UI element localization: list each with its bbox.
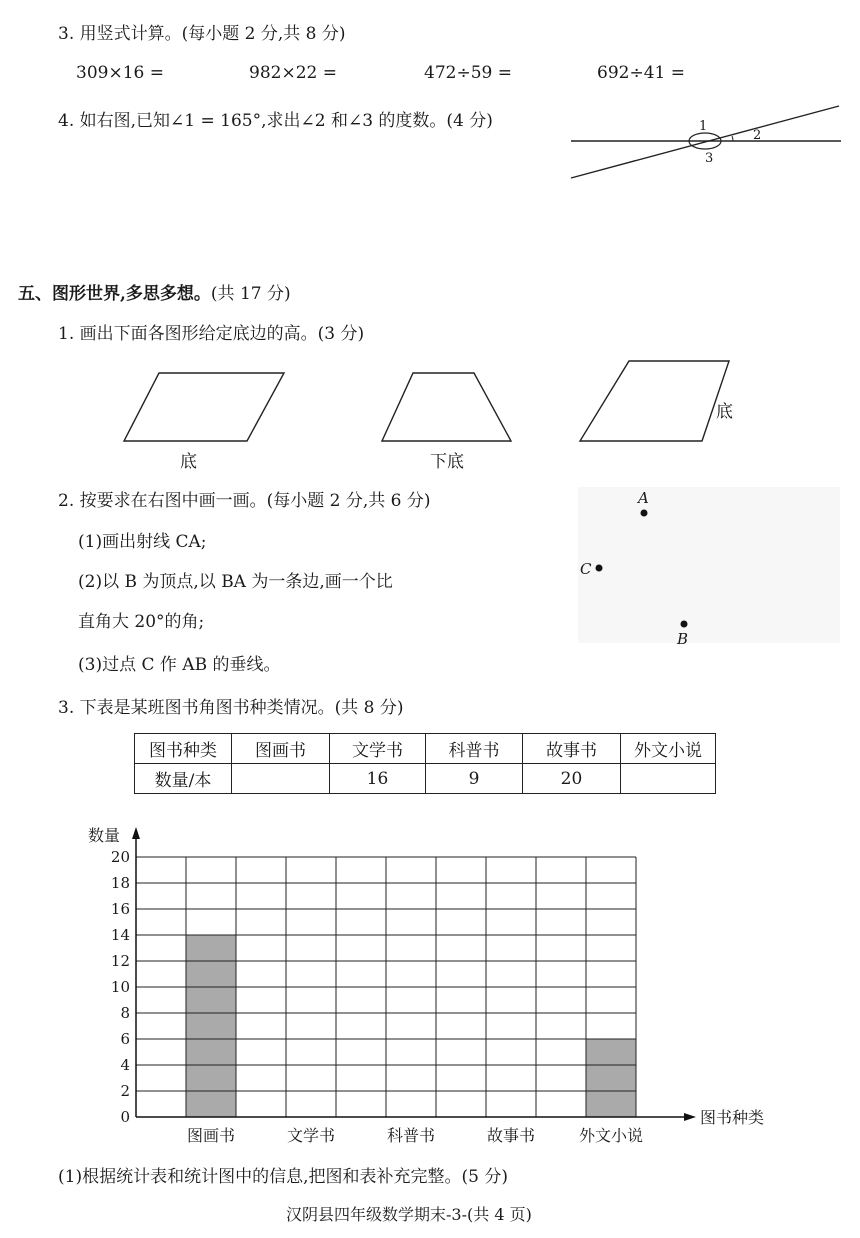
bar-图画书 xyxy=(186,935,236,1117)
y-tick-label: 2 xyxy=(120,1082,130,1100)
point-c-label: C xyxy=(580,560,592,578)
book-bar-chart xyxy=(60,815,790,1150)
s5-q3-title: 3. 下表是某班图书角图书种类情况。(共 8 分) xyxy=(58,698,404,718)
point-b xyxy=(681,621,688,628)
angle-1-label: 1 xyxy=(699,119,708,134)
table-cell: 数量/本 xyxy=(135,764,232,794)
point-c xyxy=(596,565,603,572)
q4-title: 4. 如右图,已知∠1 = 165°,求出∠2 和∠3 的度数。(4 分) xyxy=(58,111,493,131)
table-cell xyxy=(621,764,716,794)
shape2-base-label: 下底 xyxy=(430,452,464,472)
table-cell: 文学书 xyxy=(330,734,426,764)
point-b-label: B xyxy=(677,630,689,647)
section5-score: (共 17 分) xyxy=(210,284,291,304)
y-tick-label: 10 xyxy=(110,978,130,996)
table-row xyxy=(135,764,716,794)
x-category-label: 外文小说 xyxy=(578,1126,644,1145)
table-cell xyxy=(232,764,330,794)
table-cell: 图书种类 xyxy=(135,734,232,764)
angle-2-label: 2 xyxy=(753,128,762,143)
y-tick-label: 18 xyxy=(110,874,130,892)
y-tick-label: 12 xyxy=(110,952,130,970)
intersecting-lines-figure xyxy=(565,98,845,183)
table-cell: 9 xyxy=(426,764,523,794)
y-axis-arrow xyxy=(132,827,140,839)
q3-title: 3. 用竖式计算。(每小题 2 分,共 8 分) xyxy=(58,24,346,44)
x-category-label: 故事书 xyxy=(486,1126,536,1145)
x-category-label: 图画书 xyxy=(186,1126,236,1145)
shape3-base-label: 底 xyxy=(716,402,733,422)
s5-q2-item-2: (2)以 B 为顶点,以 BA 为一条边,画一个比 xyxy=(78,572,393,592)
shape1-base-label: 底 xyxy=(180,452,197,472)
parallelogram-1 xyxy=(124,373,284,441)
q3-item-4: 692÷41 = xyxy=(597,63,685,83)
q3-item-3: 472÷59 = xyxy=(424,63,512,83)
x-axis-title: 图书种类 xyxy=(700,1108,765,1127)
s5-q2-item-4: (3)过点 C 作 AB 的垂线。 xyxy=(78,655,281,675)
s5-q3-sub1: (1)根据统计表和统计图中的信息,把图和表补充完整。(5 分) xyxy=(58,1167,508,1187)
y-tick-label: 4 xyxy=(120,1056,130,1074)
table-cell: 图画书 xyxy=(232,734,330,764)
trapezoid xyxy=(382,373,511,441)
points-figure xyxy=(578,487,840,647)
section5-heading xyxy=(18,279,291,304)
s5-q2-item-1: (1)画出射线 CA; xyxy=(78,532,207,552)
table-header-row xyxy=(135,734,716,764)
table-cell: 故事书 xyxy=(523,734,621,764)
y-tick-label: 8 xyxy=(120,1004,130,1022)
table-cell: 外文小说 xyxy=(621,734,716,764)
y-tick-label: 6 xyxy=(120,1030,130,1048)
q3-item-2: 982×22 = xyxy=(249,63,337,83)
page-footer: 汉阴县四年级数学期末-3-(共 4 页) xyxy=(286,1205,532,1224)
q3-item-1: 309×16 = xyxy=(76,63,164,83)
x-axis-arrow xyxy=(684,1113,696,1121)
table-cell: 20 xyxy=(523,764,621,794)
x-category-label: 科普书 xyxy=(386,1126,436,1145)
parallelogram-2 xyxy=(580,361,729,441)
table-cell: 16 xyxy=(330,764,426,794)
s5-q2-item-3: 直角大 20°的角; xyxy=(78,612,205,632)
s5-q1-title: 1. 画出下面各图形给定底边的高。(3 分) xyxy=(58,324,365,344)
y-tick-label: 20 xyxy=(110,848,130,866)
s5-q2-title: 2. 按要求在右图中画一画。(每小题 2 分,共 6 分) xyxy=(58,491,431,511)
angle-3-label: 3 xyxy=(705,151,714,166)
y-tick-label: 14 xyxy=(110,926,130,944)
y-tick-label: 16 xyxy=(110,900,130,918)
point-a xyxy=(641,510,648,517)
point-a-label: A xyxy=(638,489,649,507)
x-category-label: 文学书 xyxy=(286,1126,336,1145)
y-tick-label: 0 xyxy=(120,1108,130,1126)
bar-外文小说 xyxy=(586,1039,636,1117)
y-axis-title: 数量 xyxy=(88,826,121,845)
table-cell: 科普书 xyxy=(426,734,523,764)
section5-title: 五、图形世界,多思多想。 xyxy=(18,284,211,304)
book-table xyxy=(134,733,716,794)
